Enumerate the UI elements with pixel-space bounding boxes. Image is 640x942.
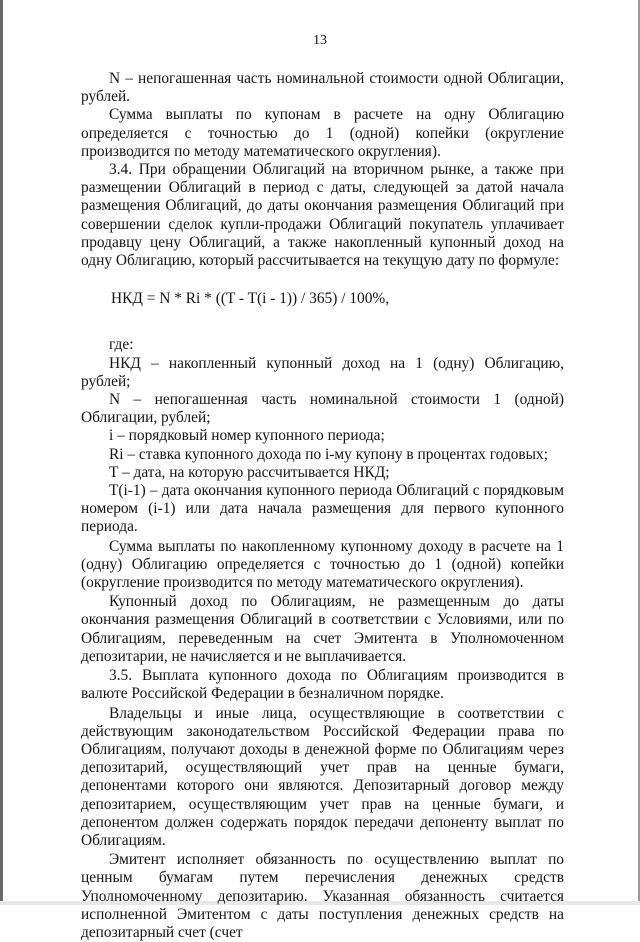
document-body <box>81 70 564 942</box>
scan-left-edge <box>0 0 3 905</box>
paragraph-accrued-rounding: Сумма выплаты по накопленному купонному доходу в расчете на 1 (одну) Облигацию определяется с точностью до 1 (одной) копейки (округление производится по методу математического округления). <box>81 537 564 592</box>
definition-ri: Ri – ставка купонного дохода по i-му купону в процентах годовых; <box>109 445 548 463</box>
formula-where: где: <box>109 336 134 354</box>
page-number: 13 <box>313 33 327 48</box>
definition-n: N – непогашенная часть номинальной стоимости 1 (одной) Облигации, рублей; <box>81 391 564 427</box>
definition-t: T – дата, на которую рассчитывается НКД; <box>109 463 390 481</box>
paragraph-issuer-obligation: Эмитент исполняет обязанность по осуществлению выплат по ценным бумагам путем перечисления денежных средств Уполномоченному депозитарию. Указанная обязанность считается исполненной Эмитентом с даты поступления денежных средств на депозитарный счет (счет <box>81 851 564 941</box>
definition-i: i – порядковый номер купонного периода; <box>109 427 385 445</box>
definition-t-i-1: T(i-1) – дата окончания купонного периода Облигаций с порядковым номером (i-1) или дата начала размещения для первого купонного периода. <box>81 482 564 536</box>
definition-nkd: НКД – накопленный купонный доход на 1 (одну) Облигацию, рублей; <box>81 354 564 390</box>
formula-nkd: НКД = N * Ri * ((T - T(i - 1)) / 365) / 100%, <box>111 290 390 308</box>
paragraph-n-definition: N – непогашенная часть номинальной стоимости одной Облигации, рублей. <box>81 70 564 106</box>
paragraph-3-4: 3.4. При обращении Облигаций на вторичном рынке, а также при размещении Облигаций в период с даты, следующей за датой начала размещения Облигаций, до даты окончания размещения Облигаций при совершении сделок купли-продажи Облигаций покупатель уплачивает продавцу цену Облигаций, а также накопленный купонный доход на одну Облигацию, который рассчитывается на текущую дату по формуле: <box>81 161 564 270</box>
paragraph-3-5: 3.5. Выплата купонного дохода по Облигациям производится в валюте Российской Федерации в безналичном порядке. <box>81 667 564 703</box>
paragraph-holders: Владельцы и иные лица, осуществляющие в соответствии с действующим законодательством Российской Федерации права по Облигациям, получают доходы в денежной форме по Облигациям через депозитарий, осуществляющий учет прав на ценные бумаги, депонентами которого они являются. Депозитарный договор между депозитарием, осуществляющим учет прав на ценные бумаги, и депонентом должен содержать порядок передачи депоненту выплат по Облигациям. <box>81 704 564 849</box>
paragraph-unplaced-bonds: Купонный доход по Облигациям, не размещенным до даты окончания размещения Облигаций в соответствии с Условиями, или по Облигациям, переведенным на счет Эмитента в Уполномоченном депозитарии, не начисляется и не выплачивается. <box>81 593 564 665</box>
paragraph-coupon-rounding: Сумма выплаты по купонам в расчете на одну Облигацию определяется с точностью до 1 (одной) копейки (округление производится по методу математического округления). <box>81 106 564 160</box>
